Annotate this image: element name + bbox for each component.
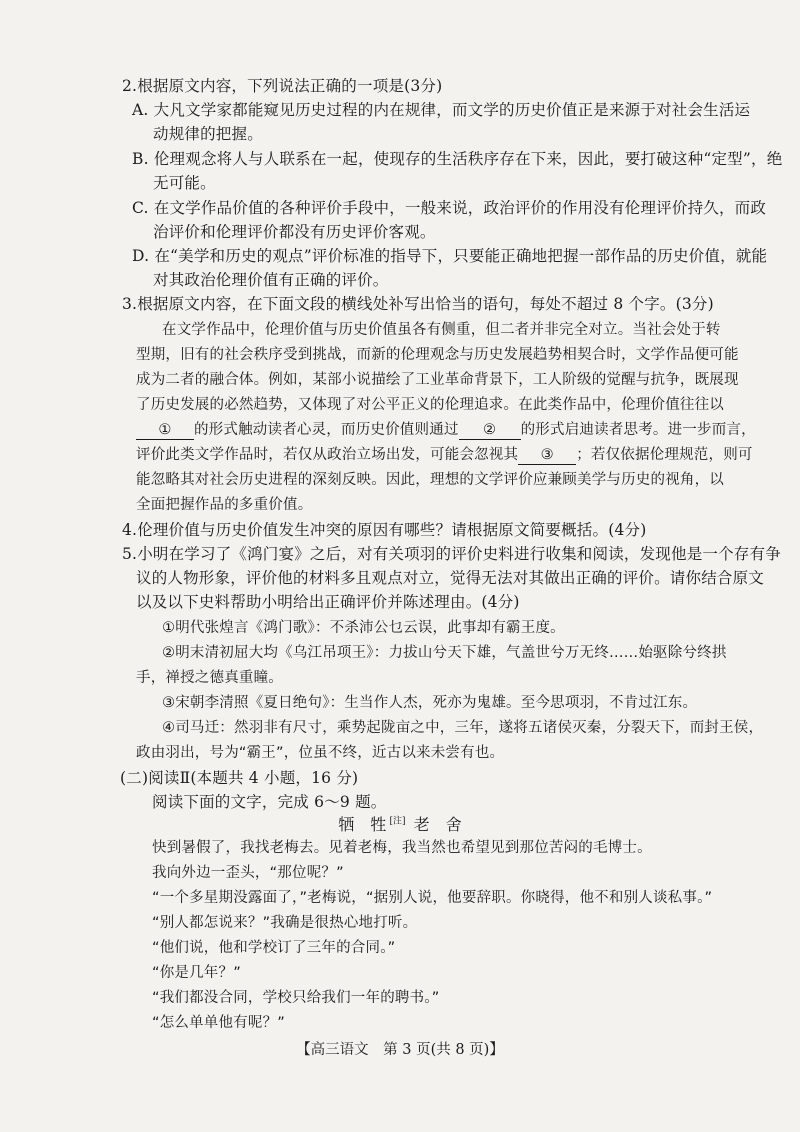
q2-option-d-cont: 对其政治伦理价值有正确的评价。 [153,271,389,289]
q3-passage-line: 在文学作品中，伦理价值与历史价值虽各有侧重，但二者并非完全对立。当社会处于转 [162,322,721,338]
story-paragraph: “别人都怎说来？”我确是很热心地打听。 [152,915,418,931]
q5-stem: 5.小明在学习了《鸿门宴》之后，对有关项羽的评价史料进行收集和阅读，发现他是一个存有争 [122,545,781,563]
q3-blank-2[interactable]: ② [459,422,521,440]
q2-option-c-cont: 治评价和伦理评价都没有历史评价客观。 [153,223,436,241]
story-paragraph: “我们都没合同，学校只给我们一年的聘书。” [152,990,440,1006]
story-paragraph: 我向外边一歪头，“那位呢？” [152,865,344,881]
q3-passage-text: 的形式启迪读者思考。进一步而言， [520,422,756,438]
q3-passage-line: 型期，旧有的社会秩序受到挑战，而新的伦理观念与历史发展趋势相契合时，文学作品便可能 [136,347,739,363]
q3-passage-line: 全面把握作品的多重价值。 [136,497,313,513]
q2-option-a-cont: 动规律的把握。 [153,125,263,143]
q3-passage-line: 成为二者的融合体。例如，某部小说描绘了工业革命背景下，工人阶级的觉醒与抗争，既展现 [136,372,739,388]
section-instruction: 阅读下面的文字，完成 6～9 题。 [152,793,387,811]
q3-stem: 3.根据原文内容，在下面文段的横线处补写出恰当的语句，每处不超过 8 个字。(3分) [122,295,714,313]
section-heading: (二)阅读Ⅱ(本题共 4 小题，16 分) [120,769,359,787]
story-paragraph: “你是几年？” [152,965,241,981]
q3-passage-line: 能忽略其对社会历史进程的深刻反映。因此，理想的文学评价应兼顾美学与历史的视角，以 [136,472,724,488]
q3-passage-text: 的形式触动读者心灵，而历史价值则通过 [194,422,459,438]
q3-blank-1[interactable]: ① [136,422,194,440]
q3-passage-line [136,420,756,440]
story-author: 老 舍 [413,815,462,834]
q3-blank-3[interactable]: ③ [518,447,576,465]
q4-stem: 4.伦理价值与历史价值发生冲突的原因有哪些？请根据原文简要概括。(4分) [122,521,647,539]
q3-passage-line: 了历史发展的必然趋势，又体现了对公平正义的伦理追求。在此类作品中，伦理价值往往以 [136,397,724,413]
q5-source-1: ①明代张煌言《鸿门歌》：不杀沛公乜云误，此事却有霸王度。 [162,620,565,636]
q5-source-4-cont: 政由羽出，号为“霸王”，位虽不终，近古以来未尝有也。 [136,745,505,761]
story-title: 牺 牲 [338,815,387,834]
q5-source-2-cont: 手，禅授之德真重瞳。 [136,670,283,686]
q5-source-2: ②明末清初屈大均《乌江吊项王》：力拔山兮天下雄，气盖世兮万无终……始驱除兮终拱 [162,645,727,661]
q3-passage-text: ；若仅依据伦理规范，则可 [576,447,753,463]
q3-passage-line [136,445,753,465]
q2-option-b-cont: 无可能。 [153,174,216,192]
q2-option-c: C. 在文学作品价值的各种评价手段中，一般来说，政治评价的作用没有伦理评价持久，而政 [132,199,767,217]
story-paragraph: “怎么单单他有呢？” [152,1015,286,1031]
story-title-line [0,812,800,835]
story-paragraph: “他们说，他和学校订了三年的合同。” [152,940,396,956]
story-note-mark: [注] [389,816,406,827]
q5-stem-cont: 以及以下史料帮助小明给出正确评价并陈述理由。(4分) [136,593,520,611]
story-paragraph: “一个多星期没露面了，”老梅说，“据别人说，他要辞职。你晓得，他不和别人谈私事。” [152,890,713,906]
q2-option-b: B. 伦理观念将人与人联系在一起，使现存的生活秩序存在下来，因此，要打破这种“定型”，绝 [132,150,783,168]
q2-option-d: D. 在“美学和历史的观点”评价标准的指导下，只要能正确地把握一部作品的历史价值，就能 [132,247,768,265]
q5-source-4: ④司马迁：然羽非有尺寸，乘势起陇亩之中，三年，遂将五诸侯灭秦，分裂天下，而封王侯， [162,720,764,736]
story-paragraph: 快到暑假了，我找老梅去。见着老梅，我当然也希望见到那位苦闷的毛博士。 [152,840,652,856]
q3-passage-text: 评价此类文学作品时，若仅从政治立场出发，可能会忽视其 [136,447,519,463]
q2-option-a: A. 大凡文学家都能窥见历史过程的内在规律，而文学的历史价值正是来源于对社会生活运 [132,101,751,119]
page-footer: 【高三语文 第 3 页(共 8 页)】 [296,1042,504,1058]
q2-stem: 2.根据原文内容，下列说法正确的一项是(3分) [122,77,443,95]
q5-source-3: ③宋朝李清照《夏日绝句》：生当作人杰，死亦为鬼雄。至今思项羽，不肯过江东。 [162,695,698,711]
q5-stem-cont: 议的人物形象，评价他的材料多且观点对立，觉得无法对其做出正确的评价。请你结合原文 [136,569,765,587]
